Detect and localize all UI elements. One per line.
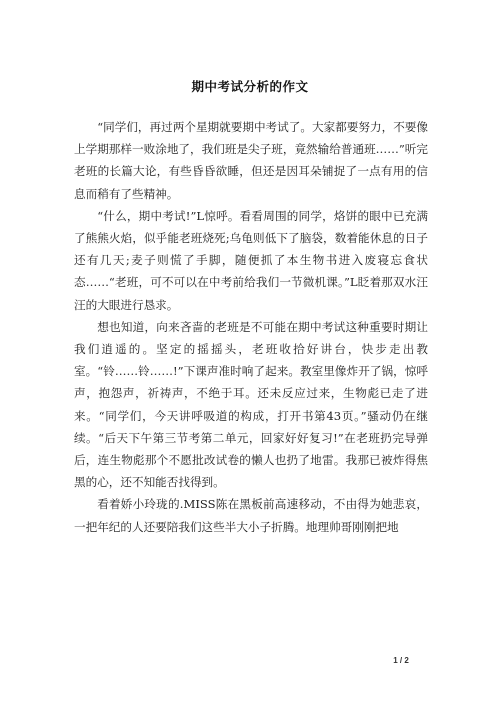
document-title: 期中考试分析的作文 bbox=[191, 79, 309, 94]
paragraph-2: “什么，期中考试!”L惊呼。看看周围的同学，烙饼的眼中已充满了熊熊火焰，似乎能老班烧死;乌龟则低下了脑袋，数着能休息的日子还有几天;麦子则慌了手脚，随便抓了本生物书进入废寝忘食状态……“老班，可不可以在中考前给我们一节微机课。”L眨着那双水汪汪的大眼进行恳求。 bbox=[74, 208, 428, 312]
paragraph-1: “同学们，再过两个星期就要期中考试了。大家都要努力，不要像上学期那样一败涂地了，我们班是尖子班，竟然输给普通班……”听完老班的长篇大论，有些昏昏欲睡，但还是因耳朵铺捉了一点有用的信息而稍有了些精神。 bbox=[74, 120, 428, 201]
page-number: 1 / 2 bbox=[393, 656, 409, 665]
document-body bbox=[74, 116, 428, 538]
paragraph-3: 想也知道，向来吝啬的老班是不可能在期中考试这种重要时期让我们逍遥的。坚定的摇摇头，老班收拾好讲台，快步走出教室。“铃……铃……!”下课声准时响了起来。教室里像炸开了锅，惊呼声，抱怨声，祈祷声，不绝于耳。还未反应过来，生物彪已走了进来。“同学们，今天讲呼吸道的构成，打开书第43页。”骚动仍在继续。“后天下午第三节考第二单元，回家好好复习!”在老班扔完导弹后，连生物彪那个不愿批改试卷的懒人也扔了地雷。我那已被炸得焦黑的心，还不知能否找得到。 bbox=[74, 319, 428, 490]
paragraph-4: 看着娇小玲珑的.MISS陈在黑板前高速移动，不由得为她悲哀，一把年纪的人还要陪我们这些半大小子折腾。地理帅哥刚刚把地 bbox=[74, 497, 428, 534]
